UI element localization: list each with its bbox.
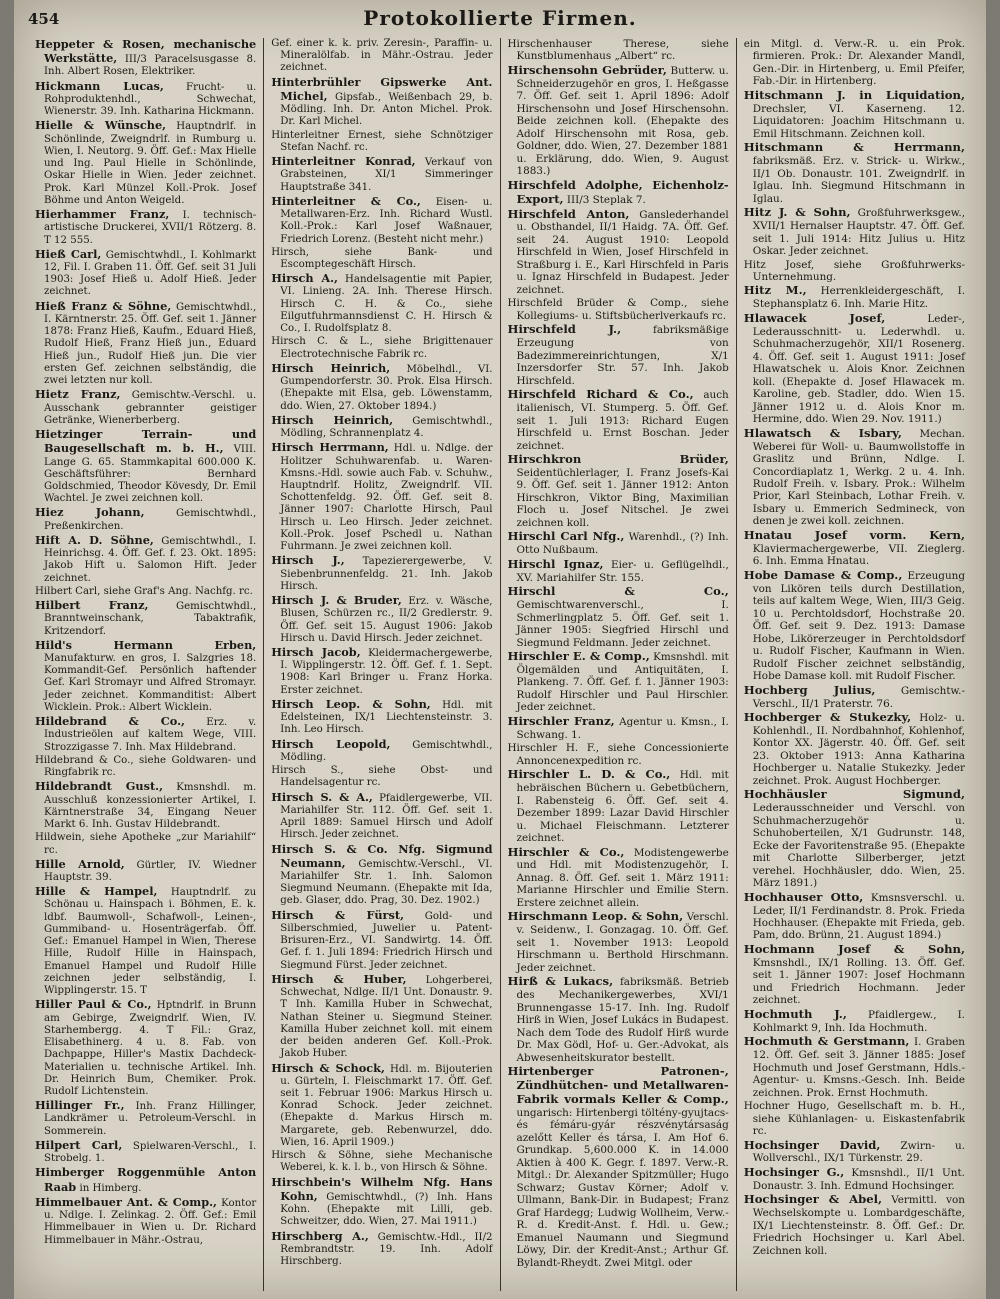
firm-entry xyxy=(35,119,256,207)
firm-details: Vermittl. von Wechselskompte u. Lombardgeschäfte, IX/1 Liechtensteinstr. 8. Öff. Gef.: Dr. Friedrich Hochsinger u. Karl Abel. Zeichnen koll. xyxy=(752,1194,965,1257)
firm-entry xyxy=(508,1065,729,1269)
firm-details: Gemischtwhdl., I. Kärntnerstr. 25. Öff. Gef. seit 1. Jänner 1878: Franz Hieß, Kaufm., Eduard Hieß, Rudolf Hieß, Franz Hieß jun., Eduard Hieß jun., Rudolf Hieß jun. Die vier ersten Gef. zeichnen selbständig, die zwei letzten nur koll. xyxy=(44,301,257,387)
firm-entry xyxy=(35,1196,256,1247)
firm-name: Hiller Paul & Co., xyxy=(35,997,152,1012)
firm-details: Tapezierergewerbe, V. Siebenbrunnenfeldg. 21. Inh. Jakob Hirsch. xyxy=(280,556,493,592)
firm-entry xyxy=(508,650,729,714)
firm-entry xyxy=(35,428,256,505)
firm-entry xyxy=(744,312,965,426)
firm-details: Butterw. u. Schneiderzugehör en gros, I. Heßgasse 7. Öff. Gef. seit 1. April 1896: Adolf Hirschensohn und Josef Hirschensohn. Beide zeichnen koll. (Ehepakte des Adolf Hirschensohn mit Rosa, geb. Goldner, ddo. Wien, 27. Dezember 1881 u. Erklärung, ddo. Wien, 9. August 1883.) xyxy=(516,64,729,178)
firm-details: Hochner Hugo, Gesellschaft m. b. H., siehe Kühlanlagen- u. Eiskastenfabrik rc. xyxy=(743,1100,965,1138)
firm-entry xyxy=(508,585,729,649)
firm-name: Hirsch Leop. & Sohn, xyxy=(271,696,431,711)
firm-entry xyxy=(744,1166,965,1192)
firm-name: Hochberg Julius, xyxy=(743,682,876,697)
firm-entry xyxy=(271,362,492,413)
firm-name: Hirschbein's Wilhelm Nfg. Hans Kohn, xyxy=(271,1174,493,1203)
firm-name: Hift A. D. Söhne, xyxy=(35,532,154,547)
firm-entry xyxy=(744,1035,965,1099)
firm-name: Hinterbrühler Gipswerke Ant. Michel, xyxy=(271,74,493,103)
firm-entry xyxy=(271,765,492,789)
firm-name: Himmelbauer Ant. & Comp., xyxy=(35,1194,217,1209)
firm-entry xyxy=(744,943,965,1007)
directory-column xyxy=(263,38,499,1291)
firm-details: Holz- u. Kohlenhdl., II. Nordbahnhof, Kohlenhof, Kontor XX. Jägerstr. 40. Öff. Gef. seit 23. Oktober 1913: Anna Katharina Hochberger u. Natalie Stukezky. Jeder zeichnet. Prok. August Hochberger. xyxy=(752,711,965,787)
firm-entry xyxy=(35,639,256,714)
firm-details: Modistengewerbe und Hdl. mit Modistenzugehör, I. Annag. 8. Öff. Gef. seit 1. März 1911: Marianne Hirschler und Emilie Stern. Erstere zeichnet allein. xyxy=(516,846,729,909)
firm-details: Gemischtwhdl., (?) Inh. Hans Kohn. (Ehepakte mit Lilli, geb. Schweitzer, ddo. Wien, 27. Mai 1911.) xyxy=(280,1191,493,1228)
firm-name: Himberger Roggenmühle Anton Raab xyxy=(35,1165,257,1194)
firm-name: Hirschfeld Richard & Co., xyxy=(507,387,694,402)
firm-details: III/3 Paracelsusgasse 8. Inh. Albert Rosen, Elektriker. xyxy=(44,54,257,78)
firm-name: Hirsch Jacob, xyxy=(271,645,361,660)
firm-details: Hdl. mit Edelsteinen, IX/1 Liechtensteinstr. 3. Inh. Leo Hirsch. xyxy=(280,699,493,736)
firm-entry xyxy=(35,832,256,856)
firm-name: Hitz J. & Sohn, xyxy=(743,205,851,220)
firm-entry xyxy=(744,206,965,257)
firm-details: Herrenkleidergeschäft, I. Stephansplatz 6. Inh. Marie Hitz. xyxy=(752,285,965,311)
firm-details: Hirsch & Söhne, siehe Mechanische Weberei, k. k. l. b., von Hirsch & Söhne. xyxy=(271,1150,493,1174)
firm-name: Hnatau Josef vorm. Kern, xyxy=(743,527,965,542)
firm-name: Hirsch & Huber, xyxy=(271,971,407,986)
firm-name: Hinterleitner Konrad, xyxy=(271,154,416,169)
firm-details: Hdl. u. Ndlge. der Holitzer Schuhwarenfab. u. Waren-Kmsns.-Hdl. sowie auch Fab. v. Schuhw., Hauptndrlf. Holitz, Zweigndrlf. VII. Schottenfeldg. 92. Öff. Gef. seit 8. Jänner 1907: Charlotte Hirsch, Paul Hirsch u. Leo Hirsch. Jeder zeichnet. Koll.-Prok. Josef Pschedl u. Nathan Fuhrmann. Je zwei zeichnen koll. xyxy=(280,443,493,553)
firm-entry xyxy=(35,998,256,1098)
firm-entry xyxy=(35,1099,256,1138)
firm-details: Gemischtwhdl., Mödling. xyxy=(280,739,493,763)
firm-details: Warenhdl., (?) Inh. Otto Nußbaum. xyxy=(516,531,729,557)
firm-entry xyxy=(508,208,729,297)
firm-details: Leder-, Lederausschnitt- u. Lederwhdl. u. Schuhmacherzugehör, XII/1 Rosenerg. 4. Öff. Gef. seit 1. August 1911: Josef Hlawatschek u. Alois Knor. Zeichnen koll. (Ehepakte d. Josef Hlawacek m. Karoline, geb. Stadler, ddo. Wien 15. Jänner 1912 u. d. Alois Knor m. Hermine, ddo. Wien 29. Nov. 1911.) xyxy=(752,312,965,426)
firm-details: Gemischtwhdl., I. Kohlmarkt 12, Fil. I. Graben 11. Öff. Gef. seit 31 Juli 1903: Josef Hieß u. Adolf Hieß. Jeder zeichnet. xyxy=(44,249,257,298)
firm-entry xyxy=(35,780,256,831)
firm-details: I. Graben 12. Öff. Gef. seit 3. Jänner 1885: Josef Hochmuth und Josef Gerstmann, Hdls.-Agentur- u. Kmsns.-Gesch. Inh. Beide zeichnen. Prok. Ernst Hochmuth. xyxy=(752,1036,965,1099)
firm-entry xyxy=(271,791,492,842)
firm-entry xyxy=(508,179,729,207)
firm-entry xyxy=(508,64,729,178)
firm-entry xyxy=(271,441,492,553)
firm-entry xyxy=(744,1139,965,1165)
firm-entry xyxy=(271,843,492,908)
firm-name: Hild's Hermann Erben, xyxy=(35,637,257,652)
firm-details: Hirschler H. F., siehe Concessionierte Annoncenexpedition rc. xyxy=(507,742,729,767)
firm-details: Hirsch S., siehe Obst- und Handelsagentur rc. xyxy=(271,765,493,789)
firm-entry xyxy=(35,586,256,598)
firm-entry xyxy=(744,569,965,683)
firm-name: Hirsch J., xyxy=(271,553,345,568)
firm-entry xyxy=(35,38,256,79)
firm-details: Gürtler, IV. Wiedner Hauptstr. 39. xyxy=(44,859,257,883)
directory-column xyxy=(28,38,263,1291)
firm-details: Gef. einer k. k. priv. Zeresin-, Paraffin- u. Mineralölfab. in Mähr.-Ostrau. Jeder zeichnet. xyxy=(271,38,493,74)
firm-name: Hildebrandt Gust., xyxy=(35,779,164,794)
firm-name: Hitschmann J. in Liquidation, xyxy=(743,87,965,102)
firm-name: Hochmuth & Gerstmann, xyxy=(743,1034,910,1049)
firm-details: in Himberg. xyxy=(79,1182,142,1194)
firm-name: Hilpert Carl, xyxy=(35,1137,123,1152)
firm-entry xyxy=(271,1230,492,1269)
firm-name: Hirschler Franz, xyxy=(507,713,615,728)
firm-details: Gemischtwhdl., I. Heinrichsg. 4. Öff. Gef. f. 23. Okt. 1895: Jakob Hift u. Salomon Hift. Jeder zeichnet. xyxy=(44,535,257,584)
firm-details: Klaviermachergewerbe, VII. Zieglerg. 6. Inh. Emma Hnatau. xyxy=(752,542,965,568)
firm-name: Hirschberg A., xyxy=(271,1228,369,1243)
firm-entry xyxy=(35,885,256,997)
firm-details: Gemischtwhdl., Preßenkirchen. xyxy=(44,508,257,532)
firm-name: Hietzinger Terrain- und Baugesellschaft m. b. H., xyxy=(35,427,257,456)
firm-name: Hirsch & Schock, xyxy=(271,1060,385,1075)
firm-details: III/3 Steplak 7. xyxy=(566,193,646,206)
firm-name: Hirsch Leopold, xyxy=(271,736,391,751)
firm-name: Hochhauser Otto, xyxy=(743,889,864,904)
firm-entry xyxy=(744,1008,965,1034)
firm-entry xyxy=(271,909,492,972)
firm-details: Lederausschneider und Verschl. von Schuhmacherzugehör u. Schuhoberteilen, X/1 Gudrunstr. 148, Ecke der Favoritenstraße 95. (Ehepakte mit Charlotte Silberberger, jetzt verehel. Hochhäusler, ddo. Wien, 25. März 1891.) xyxy=(752,802,965,890)
firm-entry xyxy=(744,38,965,88)
firm-entry xyxy=(744,891,965,942)
firm-entry xyxy=(271,594,492,645)
firm-name: Hirsch S. & Co. Nfg. Sigmund Neumann, xyxy=(271,841,493,870)
firm-entry xyxy=(744,259,965,284)
firm-name: Hirß & Lukacs, xyxy=(507,974,614,989)
firm-details: Hptndrlf. in Brunn am Gebirge, Zweigndrlf. Wien, IV. Starhembergg. 4. T Fil.: Graz, Elisabethinerg. 4 u. 8. Fab. von Dachpappe, Hiller's Mastix Dachdeck-Materialien u. technische Artikel. Inh. Dr. Heinrich Bum, Chemiker. Prok. Rudolf Lichtenstein. xyxy=(44,1000,257,1097)
firm-name: Hochberger & Stukezky, xyxy=(743,709,912,724)
firm-details: Hdl. mit hebräischen Büchern u. Gebetbüchern, I. Rabensteig 6. Öff. Gef. seit 4. Dezember 1899: Lazar David Hirschler u. Michael Fleischmann. Letzterer zeichnet. xyxy=(516,769,729,845)
firm-entry xyxy=(271,336,492,360)
firm-details: Gipsfab., Weißenbach 29, b. Mödling. Inh. Dr. Anton Michel. Prok. Dr. Karl Michel. xyxy=(280,91,493,128)
firm-details: Erz. v. Industrieölen auf kaltem Wege, VIII. Strozzigasse 7. Inh. Max Hildebrand. xyxy=(44,717,257,753)
firm-details: Kmsnsverschl. u. Leder, II/1 Ferdinandstr. 8. Prok. Frieda Hochhauser. (Ehepakte mit Frieda, geb. Pam, ddo. Brünn, 21. August 1894.) xyxy=(752,891,965,942)
firm-entry xyxy=(508,38,729,63)
firm-entry xyxy=(744,1193,965,1257)
firm-entry xyxy=(508,323,729,387)
firm-name: Hildebrand & Co., xyxy=(35,714,185,729)
firm-entry xyxy=(271,195,492,246)
firm-name: Hlawatsch & Isbary, xyxy=(743,425,902,440)
firm-name: Hille Arnold, xyxy=(35,856,125,871)
firm-details: Hinterleitner Ernest, siehe Schnötziger Stefan Nachf. rc. xyxy=(271,129,493,153)
firm-details: Erzeugung von Likören teils durch Destillation, teils auf kaltem Wege, Wien, III/3 Geig. 10 u. Perchtoldsdorf, Hochstraße 20. Öff. Gef. seit 9. Dez. 1913: Damase Hobe, Likörerzeuger in Perchtoldsdorf u. Rudolf Fischer, Kaufmann in Wien. Rudolf Fischer zeichnet selbständig, Hobe Damase koll. mit Rudolf Fischer. xyxy=(752,569,965,683)
firm-entry xyxy=(35,208,256,247)
firm-entry xyxy=(744,1100,965,1137)
firm-entry xyxy=(271,1176,492,1229)
firm-details: ungarisch: Hirtenbergi töltény-gyujtacs- és fémáru-gyár részvénytársaság azelőtt Keller és társa, I. Am Hof 6. Grundkap. 5,600.000 K. in 14.000 Aktien à 400 K. Gegr. f. 1897. Verw.-R. Mitgl.: Dr. Alexander Spitzmüller; Hugo Schwarz; Gustav Körner; Adolf v. Ullmann, Bank-Dir. in Budapest; Franz Graf Hardegg; Ludwig Wollheim, Verw.-R. d. Kredit-Anst. f. Hdl. u. Gew.; Emanuel Naumann und Siegmund Löwy, Dir. der Kredit-Anst.; Arthur Gf. Bylandt-Rheydt. Zwei Mitgl. oder xyxy=(516,1106,729,1269)
firm-details: Gemischtwhdl., Mödling, Schrannenplatz 4. xyxy=(280,415,493,440)
firm-details: Pfaidlergew., I. Kohlmarkt 9, Inh. Ida Hochmuth. xyxy=(752,1008,965,1034)
firm-entry xyxy=(271,76,492,129)
firm-details: Gemischtwarenverschl., I. Schmerlingplatz 5. Öff. Gef. seit 1. Jänner 1905: Siegfried Hirschl und Siegmund Feldmann. Jeder zeichnet. xyxy=(516,599,729,649)
firm-name: Hickmann Lucas, xyxy=(35,78,164,93)
firm-name: Hochsinger G., xyxy=(743,1164,845,1179)
firm-details: Gemischtw.-Verschl. u. Ausschank gebrannter geistiger Getränke, Wienerberberg. xyxy=(44,390,257,426)
firm-details: Gold- und Silberschmied, Juwelier u. Patent-Brisuren-Erz., VI. Sandwirtg. 14. Öff. Gef. f. 1. Juli 1894: Friedrich Hirsch und Siegmund Fürst. Jeder zeichnet. xyxy=(280,910,493,971)
firm-name: Hirsch Heinrich, xyxy=(271,360,391,375)
firm-name: Hieß Franz & Söhne, xyxy=(35,298,172,313)
firm-name: Hinterleitner & Co., xyxy=(271,193,421,208)
firm-entry xyxy=(271,554,492,593)
firm-name: Hillinger Fr., xyxy=(35,1098,125,1113)
firm-details: Pfaidlergewerbe, VII. Mariahilfer Str. 112. Öff. Gef. seit 1. April 1889: Samuel Hirsch und Adolf Hirsch. Jeder zeichnet. xyxy=(280,792,493,841)
firm-entry xyxy=(271,247,492,271)
firm-entry xyxy=(35,755,256,779)
running-head: Protokollierte Firmen. xyxy=(363,6,637,30)
firm-entry xyxy=(35,388,256,427)
firm-entry xyxy=(35,248,256,299)
firm-name: Hirschler L. D. & Co., xyxy=(507,767,671,782)
firm-details: Eier- u. Geflügelhdl., XV. Mariahilfer Str. 155. xyxy=(516,558,729,584)
firm-name: Hirschfeld Adolphe, Eichenholz-Export, xyxy=(507,177,729,206)
firm-entry xyxy=(508,846,729,910)
firm-name: Hietz Franz, xyxy=(35,387,121,402)
firm-entry xyxy=(271,1150,492,1174)
firm-entry xyxy=(744,684,965,710)
firm-name: Hirschler & Co., xyxy=(507,844,625,859)
firm-name: Hielle & Wünsche, xyxy=(35,118,167,133)
firm-details: Verschl. v. Seidenw., I. Gonzagag. 10. Öff. Gef. seit 1. November 1913: Leopold Hirschmann u. Berthold Hirschmann. Jeder zeichnet. xyxy=(516,911,729,974)
firm-details: Kmsnshdl. mit Ölgemälden und Antiquitäten, I. Plankeng. 7. Öff. Gef. f. 1. Jänner 1903: Rudolf Hirschler und Paul Hirschler. Jeder zeichnet. xyxy=(516,650,729,714)
firm-entry xyxy=(744,788,965,889)
firm-details: fabriksmäßige Erzeugung von Badezimmereinrichtungen, X/1 Inzersdorfer Str. 57. Inh. Jakob Hirschfeld. xyxy=(516,324,729,387)
firm-details: Eisen- u. Metallwaren-Erz. Inh. Richard Wustl. Koll.-Prok.: Karl Josef Waßnauer, Friedrich Lorenz. (Besteht nicht mehr.) xyxy=(280,196,493,245)
firm-details: Hirsch C. & L., siehe Brigittenauer Electrotechnische Fabrik rc. xyxy=(271,336,493,360)
firm-details: Kontor u. Ndlge. I. Zelinkag. 2. Öff. Gef.: Emil Himmelbauer in Wien u. Dr. Richard Himmelbauer in Mähr.-Ostrau, xyxy=(44,1197,257,1246)
firm-entry xyxy=(508,388,729,452)
firm-details: Verkauf von Grabsteinen, XI/1 Simmeringer Hauptstraße 341. xyxy=(280,157,493,193)
firm-details: fabriksmäß. Betrieb des Mechanikergewerbes, XVI/1 Brunnengasse 15-17. Inh. Ing. Rudolf Hirß in Wien, Josef Lukács in Budapest. Nach dem Tode des Rudolf Hirß wurde Dr. Max Gödl, Hof- u. Ger.-Advokat, als Abwesenheitskurator bestellt. xyxy=(516,976,729,1064)
directory-column xyxy=(500,38,736,1291)
firm-details: VIII. Lange G. 65. Stammkapital 600.000 K. Geschäftsführer: Bernhard Goldschmied, Theodor Kövesdy, Dr. Emil Wachtel. Je zwei zeichnen koll. xyxy=(44,444,257,505)
firm-entry xyxy=(35,300,256,388)
firm-name: Hilbert Franz, xyxy=(35,598,149,613)
firm-details: Kmsnshdl., II/1 Unt. Donaustr. 3. Inh. Edmund Hochsinger. xyxy=(752,1166,965,1192)
firm-details: Hitz Josef, siehe Großfuhrwerks-Unternehmung. xyxy=(743,258,965,283)
directory-column xyxy=(736,38,972,1291)
firm-details: Hirschenhauser Therese, siehe Kunstblumenhaus „Albert“ rc. xyxy=(507,38,729,63)
firm-name: Hirsch S. & A., xyxy=(271,789,373,804)
firm-name: Hirsch A., xyxy=(271,271,338,286)
firm-entry xyxy=(508,453,729,529)
firm-details: Agentur u. Kmsn., I. Schwang. 1. xyxy=(516,715,729,741)
firm-entry xyxy=(744,284,965,310)
firm-details: Hauptndrlf. zu Schönau u. Hainspach i. Böhmen, E. k. ldbf. Baumwoll-, Schafwoll-, Leinen-, Gummiband- u. Hosenträgerfab. Öff. Gef.: Emanuel Hampel in Wien, Therese Hille, Rudolf Hille in Hainspach, Emanuel Hampel und Rudolf Hille zeichnen jeder selbständig, I. Wipplingerstr. 15. T xyxy=(44,887,257,997)
firm-details: Kmsnshdl. m. Ausschluß konzessionierter Artikel, I. Kärntnerstraße 34, Eingang Neuer Markt 6. Inh. Gustav Hildebrandt. xyxy=(44,782,257,831)
firm-details: Hilbert Carl, siehe Graf's Ang. Nachfg. rc. xyxy=(35,585,253,597)
firm-name: Hochmuth J., xyxy=(743,1006,847,1021)
firm-details: Großfuhrwerksgew., XVII/1 Hernalser Hauptstr. 47. Öff. Gef. seit 1. Juli 1914: Hitz Julius u. Hitz Oskar. Jeder zeichnet. xyxy=(752,207,965,258)
firm-name: Hochmann Josef & Sohn, xyxy=(743,941,965,956)
directory-columns xyxy=(28,38,972,1291)
firm-name: Hirschler E. & Comp., xyxy=(507,648,650,663)
firm-entry xyxy=(271,130,492,154)
firm-details: Spielwaren-Verschl., I. Strobelg. 1. xyxy=(44,1140,257,1165)
firm-entry xyxy=(271,646,492,697)
firm-entry xyxy=(271,973,492,1061)
firm-entry xyxy=(35,599,256,638)
firm-name: Hirsch Heinrich, xyxy=(271,412,394,427)
firm-entry xyxy=(508,742,729,767)
firm-details: Seidentüchlerlager, I. Franz Josefs-Kai 9. Öff. Gef. seit 1. Jänner 1912: Anton Hirschkron, Viktor Bing, Maximilian Floch u. Josef Nitschel. Je zwei zeichnen koll. xyxy=(516,466,729,529)
firm-details: Hdl. m. Bijouterien u. Gürteln, I. Fleischmarkt 17. Öff. Gef. seit 1. Februar 1906: Markus Hirsch u. Konrad Schock. Jeder zeichnet. (Ehepakte d. Markus Hirsch m. Margarete, geb. Rebenwurzel, ddo. Wien, 16. April 1909.) xyxy=(280,1063,493,1148)
firm-entry xyxy=(271,1062,492,1150)
firm-details: Mechan. Weberei für Woll- u. Baumwollstoffe in Graslitz und Brünn, Ndlge. I. Concordiaplatz 1, Werkg. 2 u. 4. Inh. Rudolf Freih. v. Isbary. Prok.: Wilhelm Prior, Karl Steinbach, Lothar Freih. v. Isbary u. Emmerich Sedmineck, von denen je zwei koll. zeichnen. xyxy=(752,427,965,528)
firm-entry xyxy=(508,558,729,584)
firm-name: Hirschl & Co., xyxy=(507,584,729,599)
firm-entry xyxy=(744,89,965,140)
firm-name: Heppeter & Rosen, mechanische Werkstätte, xyxy=(35,38,257,66)
firm-details: Manufakturw. en gros, I. Salzgries 18. Kommandit-Gef. Persönlich haftender Gef. Karl Stromayr und Alfred Stromayr. Jeder zeichnet. Kommanditist: Albert Wicklein. Prok.: Albert Wicklein. xyxy=(44,653,257,713)
firm-details: Hildwein, siehe Apotheke „zur Mariahilf“ rc. xyxy=(35,832,257,856)
firm-name: Hlawacek Josef, xyxy=(743,310,886,325)
firm-entry xyxy=(271,698,492,737)
page-number: 454 xyxy=(28,10,60,28)
firm-name: Hochsinger & Abel, xyxy=(743,1192,883,1207)
firm-name: Hitschmann & Herrmann, xyxy=(743,140,965,155)
firm-name: Hobe Damase & Comp., xyxy=(743,567,903,582)
firm-details: Erz. v. Wäsche, Blusen, Schürzen rc., II/2 Gredlerstr. 9. Öff. Gef. seit 15. August 1906: Jakob Hirsch u. David Hirsch. Jeder zeichnet. xyxy=(280,596,493,644)
firm-entry xyxy=(271,155,492,194)
firm-name: Hirschfeld J., xyxy=(507,322,622,337)
firm-entry xyxy=(744,711,965,787)
firm-details: Handelsagentie mit Papier, VI. Linieng. 2A. Inh. Therese Hirsch. Hirsch C. H. & Co., siehe Eilgutfuhrmannsdienst C. H. Hirsch & Co., I. Rudolfsplatz 8. xyxy=(280,274,493,335)
firm-name: Hirschmann Leop. & Sohn, xyxy=(507,909,684,924)
firm-details: Lohgerberei, Schwechat, Ndlge. II/1 Unt. Donaustr. 9. T Inh. Kamilla Huber in Schwechat, Nathan Steiner u. Siegmund Steiner. Kamilla Huber zeichnet koll. mit einem der beiden anderen Gef. Koll.-Prok. Jakob Huber. xyxy=(280,974,493,1060)
firm-entry xyxy=(271,414,492,440)
firm-details: auch italienisch, VI. Stumperg. 5. Öff. Gef. seit 1. Juli 1913: Richard Eugen Hirschfeld u. Ernst Boschan. Jeder zeichnet. xyxy=(516,389,729,452)
firm-entry xyxy=(271,38,492,75)
firm-name: Hirschl Carl Nfg., xyxy=(507,529,625,544)
firm-name: Hochsinger David, xyxy=(743,1137,881,1152)
firm-details: Kmsnshdl., IX/1 Rolling. 13. Öff. Gef. seit 1. Jänner 1907: Josef Hochmann und Friedrich Hochmann. Jeder zeichnet. xyxy=(752,956,965,1007)
firm-entry xyxy=(744,141,965,205)
firm-name: Hille & Hampel, xyxy=(35,884,158,899)
firm-name: Hitz M., xyxy=(743,283,807,298)
firm-details: ein Mitgl. d. Verw.-R. u. ein Prok. firmieren. Prok.: Dr. Alexander Mandl, Gen.-Dir. in Hirtenberg, u. Emil Pfeifer, Fab.-Dir. in Hirtenberg. xyxy=(743,38,965,88)
firm-entry xyxy=(35,1139,256,1165)
firm-details: Möbelhdl., VI. Gumpendorferstr. 30. Prok. Elsa Hirsch. (Ehepakte mit Elsa, geb. Löwenstamm, ddo. Wien, 27. Oktober 1894.) xyxy=(280,363,493,412)
firm-details: Hirsch, siehe Bank- und Escomptegeschäft Hirsch. xyxy=(271,246,493,270)
firm-name: Hirsch Herrmann, xyxy=(271,440,389,455)
firm-entry xyxy=(508,297,729,322)
firm-name: Hirsch & Fürst, xyxy=(271,907,405,922)
firm-name: Hierhammer Franz, xyxy=(35,207,170,222)
firm-details: Gemischtwhdl., Branntweinschank, Tabaktrafik, Kritzendorf. xyxy=(44,601,257,637)
firm-entry xyxy=(271,738,492,764)
firm-details: Drechsler, VI. Kaserneng. 12. Liquidatoren: Joachim Hitschmann u. Emil Hitschmann. Zeichnen koll. xyxy=(752,102,965,140)
firm-details: Zwirn- u. Wollverschl., IX/1 Türkenstr. 29. xyxy=(752,1139,965,1165)
firm-details: I. technisch-artistische Druckerei, XVII/1 Rötzerg. 8. T 12 555. xyxy=(44,210,257,246)
firm-entry xyxy=(744,427,965,528)
firm-entry xyxy=(508,530,729,556)
firm-name: Hirschkron Brüder, xyxy=(507,452,729,467)
firm-name: Hochhäusler Sigmund, xyxy=(743,787,965,802)
firm-entry xyxy=(271,272,492,335)
firm-details: Hildebrand & Co., siehe Goldwaren- und Ringfabrik rc. xyxy=(35,754,257,779)
firm-entry xyxy=(35,1166,256,1194)
firm-details: Hauptndrlf. in Schönlinde, Zweigndrlf. in Rumburg u. Wien, I. Neutorg. 9. Öff. Gef.: Max Hielle und Ing. Paul Hielle in Schönlinde, Oskar Hielle in Wien. Jeder zeichnet. Prok. Karl Münzel Koll.-Prok. Josef Böhme und Anton Weigeld. xyxy=(44,121,257,206)
firm-details: fabriksmäß. Erz. v. Strick- u. Wirkw., II/1 Ob. Donaustr. 101. Zweigndrlf. in Iglau. Inh. Siegmund Hitschmann in Iglau. xyxy=(752,155,965,205)
firm-name: Hieß Carl, xyxy=(35,246,102,261)
firm-name: Hirschl Ignaz, xyxy=(507,556,604,571)
firm-entry xyxy=(35,534,256,585)
firm-details: Gemischtw.-Hdl., II/2 Rembrandtstr. 19. Inh. Adolf Hirschberg. xyxy=(280,1231,493,1268)
firm-entry xyxy=(508,768,729,844)
page-header xyxy=(28,6,972,36)
firm-name: Hirsch J. & Bruder, xyxy=(271,593,402,608)
firm-name: Hiez Johann, xyxy=(35,505,145,520)
firm-name: Hirschensohn Gebrüder, xyxy=(507,62,667,77)
firm-entry xyxy=(508,715,729,741)
firm-name: Hirtenberger Patronen-, Zündhütchen- und Metallwaren-Fabrik vormals Keller & Comp., xyxy=(507,1064,729,1106)
firm-entry xyxy=(508,975,729,1064)
firm-details: Ganslederhandel u. Obsthandel, II/1 Haidg. 7A. Öff. Gef. seit 24. August 1910: Leopold Hirschfeld in Wien, Josef Hirschfeld in Straßburg i. E., Karl Hirschfeld in Paris u. Ignaz Hirschfeld in Budapest. Jeder zeichnet. xyxy=(516,208,729,296)
firm-entry xyxy=(35,80,256,119)
firm-details: Frucht- u. Rohproduktenhdl., Schwechat, Wienerstr. 39. Inh. Katharina Hickmann. xyxy=(44,81,257,118)
firm-details: Gemischtw.-Verschl., II/1 Praterstr. 76. xyxy=(752,684,965,710)
firm-entry xyxy=(508,910,729,974)
firm-details: Gemischtw.-Verschl., VI. Mariahilfer Str. 1. Inh. Salomon Siegmund Neumann. (Ehepakte mit Ida, geb. Glaser, ddo. Prag, 30. Dez. 1902.) xyxy=(280,858,493,907)
firm-entry xyxy=(744,529,965,568)
firm-entry xyxy=(35,506,256,532)
firm-details: Kleidermachergewerbe, I. Wipplingerstr. 12. Öff. Gef. f. 1. Sept. 1908: Karl Bringer u. Franz Horka. Erster zeichnet. xyxy=(280,648,493,696)
firm-entry xyxy=(35,715,256,754)
firm-details: Inh. Franz Hillinger, Landkrämer u. Petroleum-Verschl. in Sommerein. xyxy=(44,1101,257,1137)
firm-entry xyxy=(35,858,256,884)
firm-name: Hirschfeld Anton, xyxy=(507,206,630,221)
firm-details: Hirschfeld Brüder & Comp., siehe Kollegiums- u. Stiftsbücherlverkaufs rc. xyxy=(507,297,729,322)
directory-page xyxy=(14,0,986,1299)
